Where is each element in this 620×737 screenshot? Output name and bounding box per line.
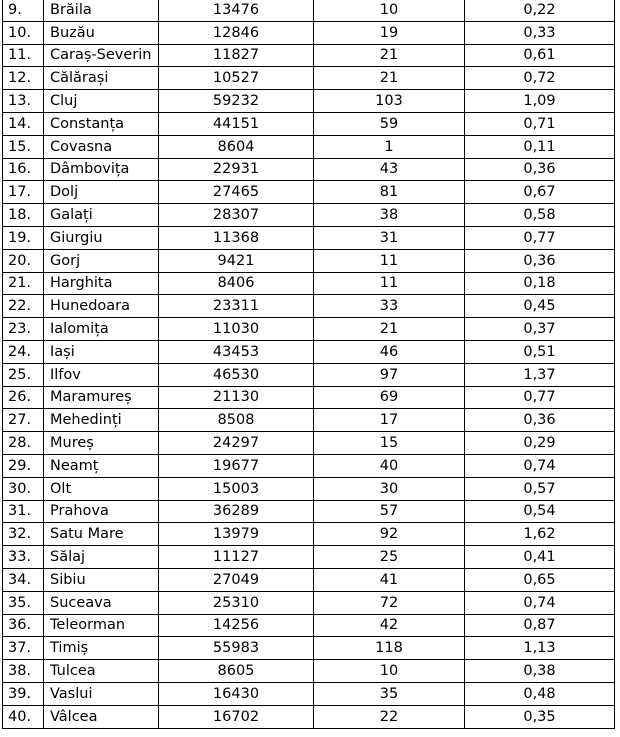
county-name-cell: Cluj [44, 90, 159, 113]
value-3-cell: 0,45 [465, 295, 615, 318]
value-2-cell: 118 [314, 637, 465, 660]
value-1-cell: 55983 [159, 637, 314, 660]
table-row [3, 90, 615, 113]
value-3-cell: 0,36 [465, 158, 615, 181]
value-3-cell: 0,57 [465, 477, 615, 500]
value-3-cell: 0,35 [465, 705, 615, 728]
value-2-cell: 72 [314, 591, 465, 614]
value-3-cell: 0,77 [465, 386, 615, 409]
table-row [3, 272, 615, 295]
county-name-cell: Neamț [44, 454, 159, 477]
row-number-cell: 31. [3, 500, 44, 523]
table-row [3, 523, 615, 546]
county-name-cell: Mureș [44, 432, 159, 455]
value-1-cell: 59232 [159, 90, 314, 113]
table-row [3, 591, 615, 614]
value-1-cell: 28307 [159, 204, 314, 227]
county-name-cell: Maramureș [44, 386, 159, 409]
table-row [3, 67, 615, 90]
row-number-cell: 26. [3, 386, 44, 409]
value-1-cell: 27465 [159, 181, 314, 204]
value-2-cell: 59 [314, 112, 465, 135]
row-number-cell: 23. [3, 318, 44, 341]
value-3-cell: 0,22 [465, 0, 615, 21]
table-row [3, 44, 615, 67]
row-number-cell: 32. [3, 523, 44, 546]
value-3-cell: 0,54 [465, 500, 615, 523]
value-3-cell: 1,13 [465, 637, 615, 660]
value-2-cell: 43 [314, 158, 465, 181]
county-name-cell: Covasna [44, 135, 159, 158]
value-3-cell: 1,09 [465, 90, 615, 113]
table-row [3, 637, 615, 660]
county-name-cell: Suceava [44, 591, 159, 614]
table-row [3, 0, 615, 21]
value-2-cell: 22 [314, 705, 465, 728]
value-1-cell: 16702 [159, 705, 314, 728]
county-name-cell: Iași [44, 340, 159, 363]
row-number-cell: 37. [3, 637, 44, 660]
county-name-cell: Buzău [44, 21, 159, 44]
row-number-cell: 10. [3, 21, 44, 44]
value-1-cell: 11030 [159, 318, 314, 341]
row-number-cell: 30. [3, 477, 44, 500]
value-3-cell: 0,61 [465, 44, 615, 67]
value-1-cell: 11127 [159, 546, 314, 569]
value-1-cell: 10527 [159, 67, 314, 90]
row-number-cell: 11. [3, 44, 44, 67]
table-row [3, 21, 615, 44]
table-row [3, 158, 615, 181]
row-number-cell: 25. [3, 363, 44, 386]
county-name-cell: Galați [44, 204, 159, 227]
value-3-cell: 0,37 [465, 318, 615, 341]
county-name-cell: Teleorman [44, 614, 159, 637]
table-row [3, 112, 615, 135]
county-name-cell: Mehedinți [44, 409, 159, 432]
value-1-cell: 13476 [159, 0, 314, 21]
value-2-cell: 38 [314, 204, 465, 227]
value-1-cell: 8605 [159, 660, 314, 683]
value-1-cell: 24297 [159, 432, 314, 455]
row-number-cell: 22. [3, 295, 44, 318]
county-table [2, 0, 615, 729]
county-name-cell: Vâlcea [44, 705, 159, 728]
row-number-cell: 36. [3, 614, 44, 637]
county-name-cell: Brăila [44, 0, 159, 21]
value-3-cell: 0,87 [465, 614, 615, 637]
row-number-cell: 34. [3, 568, 44, 591]
value-2-cell: 10 [314, 0, 465, 21]
value-2-cell: 35 [314, 682, 465, 705]
value-2-cell: 15 [314, 432, 465, 455]
row-number-cell: 29. [3, 454, 44, 477]
value-3-cell: 0,48 [465, 682, 615, 705]
value-3-cell: 0,36 [465, 249, 615, 272]
table-row [3, 318, 615, 341]
value-3-cell: 0,65 [465, 568, 615, 591]
value-2-cell: 57 [314, 500, 465, 523]
value-1-cell: 43453 [159, 340, 314, 363]
value-1-cell: 8406 [159, 272, 314, 295]
value-1-cell: 21130 [159, 386, 314, 409]
value-3-cell: 0,51 [465, 340, 615, 363]
row-number-cell: 21. [3, 272, 44, 295]
value-3-cell: 0,74 [465, 454, 615, 477]
county-name-cell: Tulcea [44, 660, 159, 683]
table-row [3, 181, 615, 204]
county-name-cell: Timiș [44, 637, 159, 660]
table-row [3, 500, 615, 523]
value-1-cell: 22931 [159, 158, 314, 181]
value-1-cell: 15003 [159, 477, 314, 500]
row-number-cell: 33. [3, 546, 44, 569]
table-row [3, 363, 615, 386]
county-name-cell: Gorj [44, 249, 159, 272]
value-1-cell: 44151 [159, 112, 314, 135]
value-3-cell: 1,62 [465, 523, 615, 546]
table-row [3, 340, 615, 363]
value-2-cell: 21 [314, 318, 465, 341]
value-2-cell: 46 [314, 340, 465, 363]
value-1-cell: 19677 [159, 454, 314, 477]
row-number-cell: 39. [3, 682, 44, 705]
value-1-cell: 14256 [159, 614, 314, 637]
table-row [3, 454, 615, 477]
value-3-cell: 0,58 [465, 204, 615, 227]
value-1-cell: 36289 [159, 500, 314, 523]
row-number-cell: 14. [3, 112, 44, 135]
row-number-cell: 16. [3, 158, 44, 181]
county-name-cell: Prahova [44, 500, 159, 523]
county-table-container [2, 0, 614, 729]
value-2-cell: 11 [314, 249, 465, 272]
value-2-cell: 97 [314, 363, 465, 386]
county-name-cell: Hunedoara [44, 295, 159, 318]
table-row [3, 568, 615, 591]
value-2-cell: 42 [314, 614, 465, 637]
county-name-cell: Harghita [44, 272, 159, 295]
table-row [3, 409, 615, 432]
county-name-cell: Sibiu [44, 568, 159, 591]
row-number-cell: 18. [3, 204, 44, 227]
value-2-cell: 33 [314, 295, 465, 318]
table-row [3, 204, 615, 227]
value-3-cell: 0,74 [465, 591, 615, 614]
row-number-cell: 40. [3, 705, 44, 728]
value-2-cell: 17 [314, 409, 465, 432]
table-row [3, 295, 615, 318]
table-row [3, 660, 615, 683]
value-3-cell: 0,72 [465, 67, 615, 90]
county-name-cell: Satu Mare [44, 523, 159, 546]
row-number-cell: 35. [3, 591, 44, 614]
value-3-cell: 0,11 [465, 135, 615, 158]
value-2-cell: 40 [314, 454, 465, 477]
value-1-cell: 13979 [159, 523, 314, 546]
table-row [3, 705, 615, 728]
value-2-cell: 69 [314, 386, 465, 409]
value-2-cell: 10 [314, 660, 465, 683]
value-3-cell: 0,77 [465, 226, 615, 249]
value-2-cell: 92 [314, 523, 465, 546]
value-1-cell: 11368 [159, 226, 314, 249]
row-number-cell: 38. [3, 660, 44, 683]
table-row [3, 477, 615, 500]
table-row [3, 546, 615, 569]
value-3-cell: 1,37 [465, 363, 615, 386]
row-number-cell: 27. [3, 409, 44, 432]
value-2-cell: 41 [314, 568, 465, 591]
table-row [3, 249, 615, 272]
table-row [3, 386, 615, 409]
table-row [3, 432, 615, 455]
county-name-cell: Sălaj [44, 546, 159, 569]
value-2-cell: 81 [314, 181, 465, 204]
county-name-cell: Dâmbovița [44, 158, 159, 181]
value-2-cell: 1 [314, 135, 465, 158]
value-1-cell: 25310 [159, 591, 314, 614]
value-2-cell: 103 [314, 90, 465, 113]
county-name-cell: Ialomița [44, 318, 159, 341]
row-number-cell: 19. [3, 226, 44, 249]
county-name-cell: Constanța [44, 112, 159, 135]
county-name-cell: Giurgiu [44, 226, 159, 249]
table-row [3, 614, 615, 637]
table-row [3, 226, 615, 249]
value-2-cell: 21 [314, 44, 465, 67]
value-1-cell: 23311 [159, 295, 314, 318]
table-row [3, 682, 615, 705]
value-1-cell: 8508 [159, 409, 314, 432]
value-1-cell: 11827 [159, 44, 314, 67]
value-3-cell: 0,33 [465, 21, 615, 44]
table-body [3, 0, 615, 728]
row-number-cell: 24. [3, 340, 44, 363]
row-number-cell: 13. [3, 90, 44, 113]
row-number-cell: 12. [3, 67, 44, 90]
row-number-cell: 17. [3, 181, 44, 204]
county-name-cell: Caraș-Severin [44, 44, 159, 67]
value-3-cell: 0,18 [465, 272, 615, 295]
value-1-cell: 12846 [159, 21, 314, 44]
value-1-cell: 16430 [159, 682, 314, 705]
county-name-cell: Dolj [44, 181, 159, 204]
county-name-cell: Vaslui [44, 682, 159, 705]
value-1-cell: 27049 [159, 568, 314, 591]
table-row [3, 135, 615, 158]
county-name-cell: Călărași [44, 67, 159, 90]
value-3-cell: 0,67 [465, 181, 615, 204]
value-2-cell: 31 [314, 226, 465, 249]
value-2-cell: 21 [314, 67, 465, 90]
value-1-cell: 46530 [159, 363, 314, 386]
row-number-cell: 15. [3, 135, 44, 158]
value-3-cell: 0,36 [465, 409, 615, 432]
row-number-cell: 20. [3, 249, 44, 272]
row-number-cell: 9. [3, 0, 44, 21]
value-2-cell: 19 [314, 21, 465, 44]
value-3-cell: 0,29 [465, 432, 615, 455]
value-2-cell: 25 [314, 546, 465, 569]
value-3-cell: 0,38 [465, 660, 615, 683]
value-3-cell: 0,41 [465, 546, 615, 569]
value-1-cell: 9421 [159, 249, 314, 272]
row-number-cell: 28. [3, 432, 44, 455]
value-2-cell: 30 [314, 477, 465, 500]
value-1-cell: 8604 [159, 135, 314, 158]
county-name-cell: Ilfov [44, 363, 159, 386]
value-2-cell: 11 [314, 272, 465, 295]
county-name-cell: Olt [44, 477, 159, 500]
value-3-cell: 0,71 [465, 112, 615, 135]
